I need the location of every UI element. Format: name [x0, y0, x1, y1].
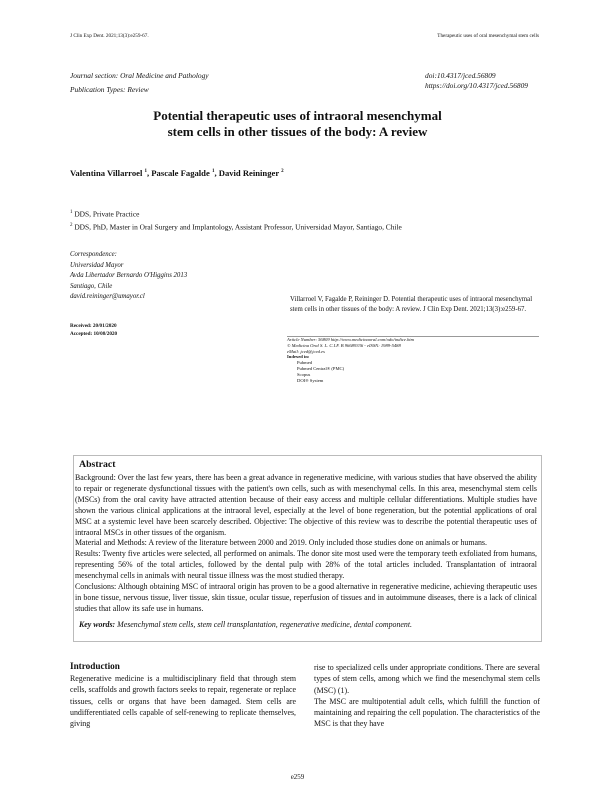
journal-section: Journal section: Oral Medicine and Pathology	[70, 71, 209, 80]
received-date: Received: 20/01/2020	[70, 323, 117, 329]
affiliation	[70, 220, 402, 232]
index-item: Pubmed Central® (PMC)	[297, 365, 345, 371]
doi[interactable]: doi:10.4317/jced.56809	[425, 71, 496, 80]
intro-paragraph: rise to specialized cells under appropriate conditions. There are several types of stem cells, among which we find the mesenchymal stem cells (MSC) (1).	[314, 663, 540, 695]
author-sup: 1	[211, 169, 215, 175]
affiliation-text: DDS, PhD, Master in Oral Surgery and Implantology, Assistant Professor, Universidad Mayor, Santiago, Chile	[72, 222, 402, 232]
correspondence-email[interactable]: david.reininger@umayor.cl	[70, 293, 145, 300]
correspondence-line: Santiago, Chile	[70, 282, 113, 290]
author-sup: 2	[281, 169, 284, 175]
running-head-left: J Clin Exp Dent. 2021;13(3):e259-67.	[70, 33, 149, 39]
affiliation-sup: 1	[70, 210, 73, 215]
article-info-box	[287, 336, 539, 401]
copyright-line: © Medicina Oral S. L. C.I.F. B 96689336 - eISSN: 1989-5488	[287, 342, 401, 348]
correspondence-line: Universidad Mayor	[70, 261, 124, 269]
title-line: Potential therapeutic uses of intraoral mesenchymal	[153, 108, 442, 123]
affiliation	[70, 207, 139, 219]
publication-type: Publication Types: Review	[70, 85, 149, 94]
intro-right-column	[314, 662, 540, 730]
affiliation-text: DDS, Private Practice	[72, 209, 140, 219]
accepted-date: Accepted: 10/08/2020	[70, 330, 118, 337]
email-line: eMail: jced@jced.es	[287, 348, 325, 354]
abstract-paragraph: Conclusions: Although obtaining MSC of intraoral origin has proven to be a good alternative in regenerative medicine, achieving therapeutic uses in bone tissue, nervous tissue, liver tissue, skin tissue, ocular tissue, reperfusion of tissues and in autoimmune diseases, there is a lack of clinical studies that allow its safe use in humans.	[75, 582, 537, 613]
index-item: Pubmed	[297, 360, 313, 366]
citation-text: Villarroel V, Fagalde P, Reininger D. Potential therapeutic uses of intraoral mesenchymal stem cells in other tissues of the body: A review. J Clin Exp Dent. 2021;13(3):e259-67.	[290, 296, 533, 313]
doi-url[interactable]: https://doi.org/10.4317/jced.56809	[425, 81, 528, 90]
abstract-paragraph: Material and Methods: A review of the literature between 2000 and 2019. Only included those studies done on animals or humans.	[75, 538, 487, 548]
article-title	[70, 108, 525, 140]
indexed-label: Indexed in:	[287, 354, 310, 360]
correspondence	[70, 250, 187, 303]
correspondence-line: Avda Libertador Bernardo O'Higgins 2013	[70, 272, 188, 279]
abstract-paragraph: Results: Twenty five articles were selected, all performed on animals. The donor site most used were the temporary teeth exfoliated from humans, representing 56% of the total articles, followed by the dental pulp with 28% of the total articles included. Transplantation of intraoral mesenchymal cells in animals with neural tissue illness was the most studied therapy.	[75, 549, 537, 581]
running-head-right: Therapeutic uses of oral mesenchymal stem cells	[437, 33, 539, 39]
article-dates	[70, 323, 117, 338]
intro-paragraph: Regenerative medicine is a multidisciplinary field that through stem cells, scaffolds and growth factors seeks to repair, regenerate or replace tissues, cells or organs that have been damaged. Stem cells are undifferentiated cells capable of self-renewing to replicate themselves, giving	[70, 674, 296, 729]
keywords-label: Key words:	[79, 620, 116, 629]
author-sep: ,	[214, 168, 219, 178]
author-sep: ,	[147, 168, 152, 178]
author-name: David Reininger	[218, 168, 279, 178]
abstract-paragraph: Background: Over the last few years, there has been a great advance in regenerative medicine, with various studies that have observed the ability to repair or regenerate dysfunctional tissues with the patient's own cells, such as with mesenchymal cells. In this area, mesenchymal stem cells (MSCs) from the oral cavity have attracted attention because of their easy access and multiple cellular differentiations. Multiple studies have shown the various clinical applications at the intraoral level, especially at the level of bone regeneration, but the potential applications of oral MSC at a systemic level have been scarcely described. Objective: The objective of this review was to describe the potential therapeutic uses of intraoral MSCs in other tissues of the organism.	[75, 473, 537, 537]
intro-left-column	[70, 673, 296, 729]
author-list	[70, 168, 284, 178]
keywords	[79, 620, 539, 629]
index-item: Scopus	[297, 371, 311, 377]
title-line: stem cells in other tissues of the body: A review	[167, 124, 428, 139]
intro-paragraph: The MSC are multipotential adult cells, which fulfill the function of maintaining and repairing the cell population. The characteristics of the MSC is that they have	[314, 696, 540, 729]
abstract-body	[75, 473, 537, 615]
author-name: Pascale Fagalde	[151, 168, 210, 178]
abstract-heading: Abstract	[79, 459, 116, 470]
intro-heading: Introduction	[70, 661, 120, 671]
affiliation-sup: 2	[70, 223, 73, 228]
keywords-text: Mesenchymal stem cells, stem cell transplantation, regenerative medicine, dental component.	[115, 620, 413, 629]
article-number: Article Number: 56809 http://www.medicinaoral.com/odo/indice.htm	[287, 337, 414, 342]
correspondence-label: Correspondence:	[70, 251, 117, 258]
index-item: DOI® System	[297, 377, 324, 383]
page-number: e259	[290, 773, 305, 781]
author-sup: 1	[144, 169, 147, 175]
author-name: Valentina Villarroel	[70, 168, 143, 178]
